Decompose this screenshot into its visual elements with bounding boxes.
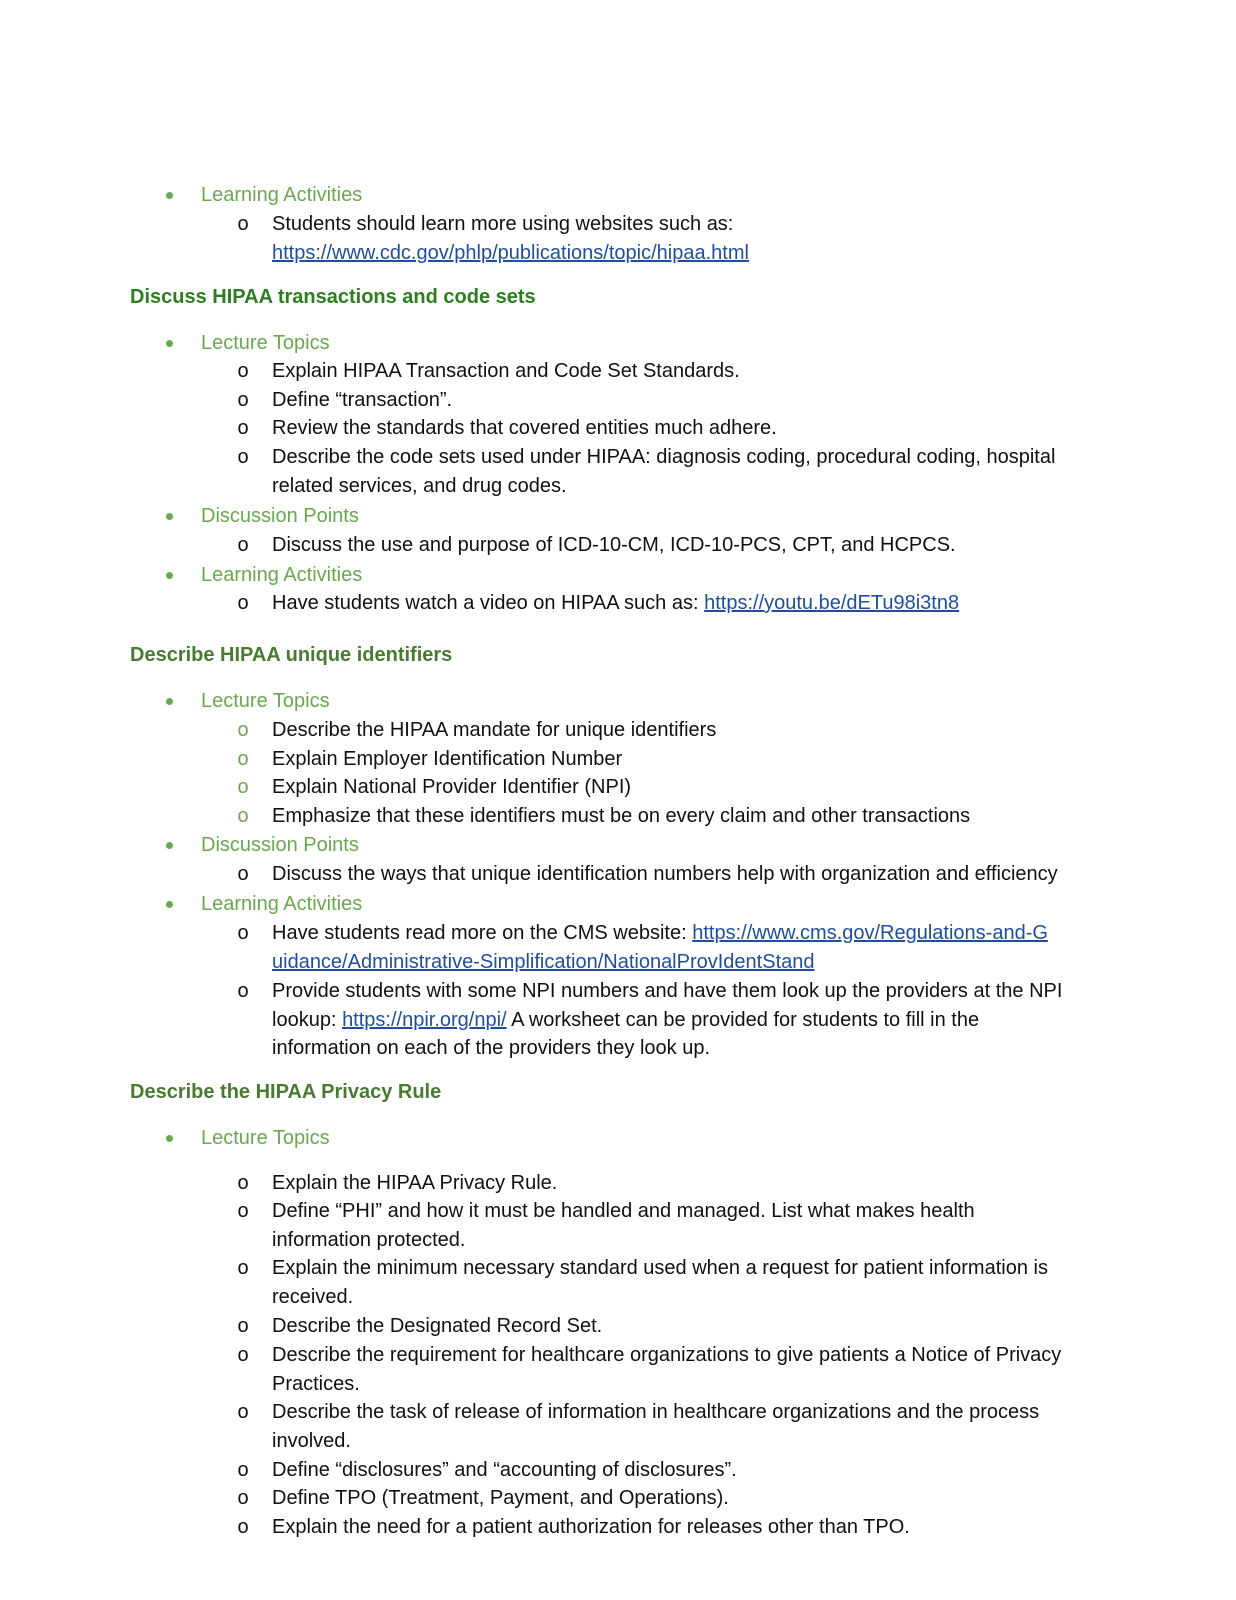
list-item: Describe the code sets used under HIPAA: diagnosis coding, procedural coding, hospital related services, and drug codes. (272, 446, 1056, 497)
list-item: Define TPO (Treatment, Payment, and Operations). (272, 1487, 729, 1509)
list-item: Define “disclosures” and “accounting of disclosures”. (272, 1459, 737, 1481)
list-item: Explain the HIPAA Privacy Rule. (272, 1172, 558, 1194)
sub-bullet-marker: o (237, 1487, 249, 1509)
bullet-dot (166, 1135, 173, 1142)
discussion-points-label: Discussion Points (201, 505, 359, 527)
list-item: Review the standards that covered entities much adhere. (272, 417, 777, 439)
item-text: Students should learn more using websites such as: (272, 213, 734, 235)
list-item: Explain National Provider Identifier (NPI) (272, 776, 632, 798)
section-heading-transactions: Discuss HIPAA transactions and code sets (130, 286, 536, 308)
item-text: A worksheet can be provided for students to fill in the information on each of the providers they look up. (272, 1008, 980, 1059)
list-item: Discuss the ways that unique identification numbers help with organization and efficiency (272, 863, 1058, 885)
sub-bullet-marker: o (237, 389, 249, 411)
section-heading-identifiers: Describe HIPAA unique identifiers (130, 644, 453, 666)
bullet-dot (166, 513, 173, 520)
list-item: Explain Employer Identification Number (272, 748, 623, 770)
bullet-dot (166, 572, 173, 579)
discussion-points-label: Discussion Points (201, 834, 359, 856)
sub-bullet-marker: o (237, 980, 249, 1002)
learning-activities-label: Learning Activities (201, 564, 363, 586)
list-item (272, 977, 1067, 1063)
item-text: Have students read more on the CMS website: (272, 922, 693, 944)
bullet-dot (166, 192, 173, 199)
list-item: Explain the need for a patient authorization for releases other than TPO. (272, 1516, 910, 1538)
list-item (272, 210, 1072, 267)
sub-bullet-marker: o (237, 1172, 249, 1194)
list-item: Discuss the use and purpose of ICD-10-CM, ICD-10-PCS, CPT, and HCPCS. (272, 534, 956, 556)
item-text: Provide students with some NPI numbers and have them look up the providers at the NPI lookup: (272, 980, 1063, 1031)
sub-bullet-marker: o (237, 1459, 249, 1481)
list-item: Explain HIPAA Transaction and Code Set Standards. (272, 360, 740, 382)
list-item: Define “PHI” and how it must be handled and managed. List what makes health information protected. (272, 1200, 975, 1251)
sub-bullet-marker: o (237, 1315, 249, 1337)
npi-lookup-link[interactable]: https://npir.org/npi/ (342, 1008, 507, 1031)
sub-bullet-marker: o (237, 213, 249, 235)
bullet-dot (166, 901, 173, 908)
list-item: Emphasize that these identifiers must be on every claim and other transactions (272, 805, 971, 827)
list-item: Describe the HIPAA mandate for unique identifiers (272, 719, 717, 741)
sub-bullet-marker: o (237, 1516, 249, 1538)
list-item: Explain the minimum necessary standard used when a request for patient information is received. (272, 1257, 1048, 1308)
list-item (272, 919, 1052, 976)
sub-bullet-marker: o (237, 1257, 249, 1279)
sub-bullet-marker: o (237, 417, 249, 439)
list-item: Define “transaction”. (272, 389, 453, 411)
list-item: Describe the Designated Record Set. (272, 1315, 603, 1337)
list-item: Describe the task of release of information in healthcare organizations and the process involved. (272, 1401, 1040, 1452)
youtube-link[interactable]: https://youtu.be/dETu98i3tn8 (704, 592, 960, 614)
learning-activities-label: Learning Activities (201, 893, 363, 915)
sub-bullet-marker: o (237, 592, 249, 614)
item-text: Have students watch a video on HIPAA such as: (272, 592, 705, 614)
bullet-dot (166, 340, 173, 347)
sub-bullet-marker: o (237, 534, 249, 556)
list-item: Describe the requirement for healthcare organizations to give patients a Notice of Privacy Practices. (272, 1344, 1062, 1395)
lecture-topics-label: Lecture Topics (201, 690, 330, 712)
sub-bullet-marker: o (237, 1344, 249, 1366)
sub-bullet-marker: o (237, 748, 249, 770)
learning-activities-label: Learning Activities (201, 184, 363, 206)
cdc-hipaa-link[interactable]: https://www.cdc.gov/phlp/publications/topic/hipaa.html (272, 241, 749, 264)
sub-bullet-marker: o (237, 360, 249, 382)
lecture-topics-label: Lecture Topics (201, 332, 330, 354)
cms-npi-link[interactable]: https://www.cms.gov/Regulations-and-Guidance/Administrative-Simplification/NationalProvIdentStand (272, 922, 1048, 973)
bullet-dot (166, 842, 173, 849)
list-item (272, 589, 1072, 618)
sub-bullet-marker: o (237, 446, 249, 468)
sub-bullet-marker: o (237, 922, 249, 944)
lecture-topics-label: Lecture Topics (201, 1127, 330, 1149)
bullet-dot (166, 698, 173, 705)
sub-bullet-marker: o (237, 719, 249, 741)
sub-bullet-marker: o (237, 805, 249, 827)
sub-bullet-marker: o (237, 1200, 249, 1222)
sub-bullet-marker: o (237, 863, 249, 885)
sub-bullet-marker: o (237, 776, 249, 798)
section-heading-privacy-rule: Describe the HIPAA Privacy Rule (130, 1081, 442, 1103)
sub-bullet-marker: o (237, 1401, 249, 1423)
